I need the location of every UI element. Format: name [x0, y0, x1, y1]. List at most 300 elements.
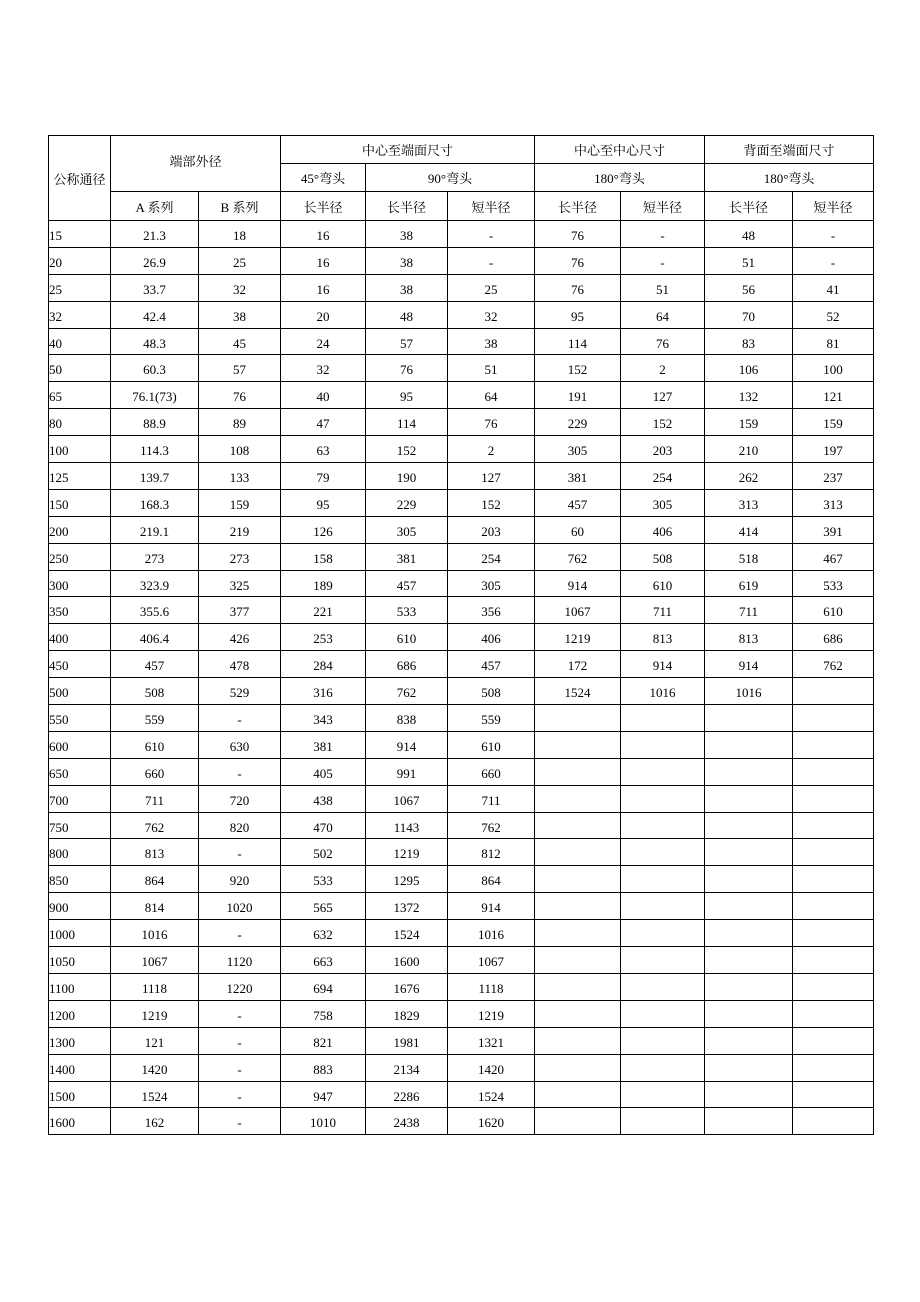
cell-back180-long: 51	[705, 247, 793, 274]
cell-center180-short	[621, 893, 705, 920]
cell-series-a-od: 121	[111, 1027, 199, 1054]
cell-back180-short: 313	[793, 489, 874, 516]
cell-nominal-diameter: 50	[49, 355, 111, 382]
table-row	[49, 1000, 874, 1027]
cell-back180-short: 533	[793, 570, 874, 597]
header-series-b-label: B 系列	[220, 199, 259, 215]
cell-center180-long	[535, 812, 621, 839]
header-180c-short-label: 短半径	[643, 199, 683, 215]
table-row	[49, 705, 874, 732]
cell-elbow90-long: 1600	[366, 947, 448, 974]
cell-elbow45-long: 24	[281, 328, 366, 355]
cell-center180-short	[621, 866, 705, 893]
cell-center180-long	[535, 1108, 621, 1135]
cell-elbow45-long: 189	[281, 570, 366, 597]
cell-elbow90-short: 64	[448, 382, 535, 409]
cell-back180-short	[793, 785, 874, 812]
cell-elbow90-short: 76	[448, 409, 535, 436]
cell-elbow90-short: 812	[448, 839, 535, 866]
header-center-to-end	[281, 136, 535, 164]
table-row	[49, 382, 874, 409]
cell-series-a-od: 114.3	[111, 436, 199, 463]
cell-center180-short: 51	[621, 274, 705, 301]
cell-series-a-od: 559	[111, 705, 199, 732]
cell-elbow90-short: 914	[448, 893, 535, 920]
cell-back180-long: 518	[705, 543, 793, 570]
cell-series-b-od: -	[199, 1081, 281, 1108]
table-row	[49, 651, 874, 678]
cell-center180-short	[621, 705, 705, 732]
cell-center180-short: 64	[621, 301, 705, 328]
cell-center180-long: 60	[535, 516, 621, 543]
cell-series-b-od: 1220	[199, 973, 281, 1000]
cell-nominal-diameter: 300	[49, 570, 111, 597]
cell-nominal-diameter: 1050	[49, 947, 111, 974]
header-series-b	[199, 192, 281, 221]
cell-elbow45-long: 565	[281, 893, 366, 920]
cell-elbow45-long: 16	[281, 221, 366, 248]
cell-back180-short	[793, 705, 874, 732]
cell-elbow90-short: 25	[448, 274, 535, 301]
cell-center180-long	[535, 947, 621, 974]
cell-series-a-od: 1420	[111, 1054, 199, 1081]
cell-back180-long	[705, 839, 793, 866]
header-center-to-end-label: 中心至端面尺寸	[362, 143, 454, 158]
table-row	[49, 973, 874, 1000]
cell-back180-long: 313	[705, 489, 793, 516]
cell-elbow90-short: 1067	[448, 947, 535, 974]
cell-elbow90-long: 686	[366, 651, 448, 678]
table-row	[49, 516, 874, 543]
cell-series-b-od: 478	[199, 651, 281, 678]
table-row	[49, 221, 874, 248]
cell-nominal-diameter: 100	[49, 436, 111, 463]
cell-elbow45-long: 821	[281, 1027, 366, 1054]
header-180c-short-radius	[621, 192, 705, 221]
cell-center180-short: 76	[621, 328, 705, 355]
header-90-elbow	[366, 164, 535, 192]
cell-elbow90-short: 254	[448, 543, 535, 570]
cell-center180-short	[621, 973, 705, 1000]
cell-center180-short	[621, 1000, 705, 1027]
header-45-elbow	[281, 164, 366, 192]
table-row	[49, 812, 874, 839]
cell-elbow90-long: 1219	[366, 839, 448, 866]
cell-nominal-diameter: 850	[49, 866, 111, 893]
cell-elbow90-short: 51	[448, 355, 535, 382]
cell-series-b-od: 325	[199, 570, 281, 597]
cell-center180-long: 152	[535, 355, 621, 382]
cell-center180-long	[535, 920, 621, 947]
table-row	[49, 355, 874, 382]
table-row	[49, 1054, 874, 1081]
cell-back180-short	[793, 1081, 874, 1108]
header-90-long-label: 长半径	[387, 199, 427, 215]
cell-elbow90-long: 914	[366, 731, 448, 758]
cell-series-b-od: 159	[199, 489, 281, 516]
cell-back180-long: 106	[705, 355, 793, 382]
header-back-to-end-label: 背面至端面尺寸	[743, 143, 835, 158]
cell-elbow90-short: 508	[448, 678, 535, 705]
cell-elbow90-long: 95	[366, 382, 448, 409]
cell-nominal-diameter: 1500	[49, 1081, 111, 1108]
cell-back180-short: 391	[793, 516, 874, 543]
cell-nominal-diameter: 450	[49, 651, 111, 678]
cell-series-a-od: 88.9	[111, 409, 199, 436]
cell-series-a-od: 48.3	[111, 328, 199, 355]
cell-center180-short	[621, 1054, 705, 1081]
cell-elbow90-long: 38	[366, 274, 448, 301]
cell-back180-short: 52	[793, 301, 874, 328]
cell-back180-long	[705, 973, 793, 1000]
cell-series-b-od: 1020	[199, 893, 281, 920]
cell-center180-long	[535, 1054, 621, 1081]
table-row	[49, 731, 874, 758]
cell-elbow90-long: 1981	[366, 1027, 448, 1054]
cell-nominal-diameter: 550	[49, 705, 111, 732]
cell-series-a-od: 457	[111, 651, 199, 678]
cell-back180-long	[705, 705, 793, 732]
cell-center180-long: 229	[535, 409, 621, 436]
header-end-outer-diameter	[111, 136, 281, 192]
cell-nominal-diameter: 250	[49, 543, 111, 570]
cell-nominal-diameter: 750	[49, 812, 111, 839]
cell-center180-short: 508	[621, 543, 705, 570]
cell-series-b-od: 920	[199, 866, 281, 893]
cell-back180-short	[793, 758, 874, 785]
cell-series-a-od: 273	[111, 543, 199, 570]
cell-series-b-od: 219	[199, 516, 281, 543]
cell-nominal-diameter: 40	[49, 328, 111, 355]
cell-series-b-od: 630	[199, 731, 281, 758]
cell-series-a-od: 508	[111, 678, 199, 705]
cell-back180-short	[793, 1108, 874, 1135]
cell-elbow90-short: 38	[448, 328, 535, 355]
cell-series-b-od: -	[199, 758, 281, 785]
table-row	[49, 489, 874, 516]
cell-back180-short: 762	[793, 651, 874, 678]
cell-back180-short: 197	[793, 436, 874, 463]
cell-series-a-od: 1067	[111, 947, 199, 974]
cell-back180-long: 159	[705, 409, 793, 436]
cell-center180-long: 114	[535, 328, 621, 355]
cell-elbow45-long: 253	[281, 624, 366, 651]
cell-elbow45-long: 343	[281, 705, 366, 732]
cell-series-a-od: 168.3	[111, 489, 199, 516]
table-row	[49, 678, 874, 705]
header-series-a	[111, 192, 199, 221]
cell-series-a-od: 26.9	[111, 247, 199, 274]
table-row	[49, 920, 874, 947]
cell-series-b-od: 820	[199, 812, 281, 839]
cell-center180-long: 457	[535, 489, 621, 516]
cell-series-a-od: 813	[111, 839, 199, 866]
cell-series-a-od: 864	[111, 866, 199, 893]
cell-series-a-od: 21.3	[111, 221, 199, 248]
cell-nominal-diameter: 1300	[49, 1027, 111, 1054]
cell-elbow45-long: 316	[281, 678, 366, 705]
cell-series-b-od: 57	[199, 355, 281, 382]
cell-center180-short	[621, 839, 705, 866]
table-row	[49, 597, 874, 624]
cell-center180-long	[535, 1027, 621, 1054]
cell-nominal-diameter: 1100	[49, 973, 111, 1000]
cell-series-a-od: 1118	[111, 973, 199, 1000]
header-180-elbow-back-label: 180°弯头	[763, 171, 815, 186]
cell-elbow45-long: 381	[281, 731, 366, 758]
cell-back180-short	[793, 920, 874, 947]
cell-elbow90-long: 1676	[366, 973, 448, 1000]
header-45-long-radius	[281, 192, 366, 221]
cell-back180-short	[793, 1027, 874, 1054]
cell-nominal-diameter: 600	[49, 731, 111, 758]
header-180c-long-label: 长半径	[558, 199, 598, 215]
table-row	[49, 785, 874, 812]
header-nominal-label: 公称通径	[53, 171, 106, 187]
cell-center180-long	[535, 705, 621, 732]
cell-elbow90-long: 533	[366, 597, 448, 624]
header-series-a-label: A 系列	[135, 199, 174, 215]
cell-back180-short: -	[793, 221, 874, 248]
cell-back180-long: 48	[705, 221, 793, 248]
cell-elbow90-long: 1143	[366, 812, 448, 839]
cell-elbow90-long: 305	[366, 516, 448, 543]
cell-series-a-od: 406.4	[111, 624, 199, 651]
table-row	[49, 758, 874, 785]
cell-center180-short: 813	[621, 624, 705, 651]
cell-nominal-diameter: 400	[49, 624, 111, 651]
cell-back180-short: 467	[793, 543, 874, 570]
cell-back180-long	[705, 947, 793, 974]
cell-back180-long	[705, 812, 793, 839]
cell-center180-long: 95	[535, 301, 621, 328]
cell-elbow90-short: 32	[448, 301, 535, 328]
cell-back180-long: 210	[705, 436, 793, 463]
cell-nominal-diameter: 125	[49, 463, 111, 490]
cell-series-a-od: 1524	[111, 1081, 199, 1108]
cell-center180-short	[621, 785, 705, 812]
cell-back180-short: 159	[793, 409, 874, 436]
cell-elbow45-long: 40	[281, 382, 366, 409]
cell-nominal-diameter: 80	[49, 409, 111, 436]
cell-back180-long: 56	[705, 274, 793, 301]
cell-series-a-od: 42.4	[111, 301, 199, 328]
cell-nominal-diameter: 1600	[49, 1108, 111, 1135]
cell-nominal-diameter: 15	[49, 221, 111, 248]
header-180-elbow-center	[535, 164, 705, 192]
cell-elbow45-long: 63	[281, 436, 366, 463]
cell-nominal-diameter: 350	[49, 597, 111, 624]
table-row	[49, 274, 874, 301]
cell-elbow90-short: 406	[448, 624, 535, 651]
cell-series-a-od: 76.1(73)	[111, 382, 199, 409]
cell-back180-short: 686	[793, 624, 874, 651]
header-nominal-diameter	[49, 136, 111, 221]
cell-center180-short	[621, 947, 705, 974]
cell-center180-long: 305	[535, 436, 621, 463]
cell-elbow45-long: 32	[281, 355, 366, 382]
cell-center180-short: 203	[621, 436, 705, 463]
cell-series-b-od: 720	[199, 785, 281, 812]
cell-elbow90-long: 1524	[366, 920, 448, 947]
cell-elbow90-long: 1067	[366, 785, 448, 812]
cell-center180-long	[535, 839, 621, 866]
cell-back180-long	[705, 920, 793, 947]
cell-series-b-od: 273	[199, 543, 281, 570]
table-row	[49, 1081, 874, 1108]
cell-center180-long	[535, 893, 621, 920]
table-row	[49, 409, 874, 436]
cell-elbow90-short: 457	[448, 651, 535, 678]
cell-nominal-diameter: 500	[49, 678, 111, 705]
cell-center180-long: 76	[535, 221, 621, 248]
cell-series-b-od: 426	[199, 624, 281, 651]
cell-center180-long: 191	[535, 382, 621, 409]
cell-series-a-od: 355.6	[111, 597, 199, 624]
cell-elbow90-long: 114	[366, 409, 448, 436]
cell-back180-short	[793, 866, 874, 893]
cell-elbow45-long: 632	[281, 920, 366, 947]
header-180-elbow-center-label: 180°弯头	[594, 171, 645, 186]
header-45-long-label: 长半径	[303, 199, 343, 215]
cell-series-b-od: 76	[199, 382, 281, 409]
cell-back180-long	[705, 1027, 793, 1054]
cell-elbow90-short: 1524	[448, 1081, 535, 1108]
table-row	[49, 624, 874, 651]
cell-elbow90-short: 1620	[448, 1108, 535, 1135]
cell-elbow45-long: 20	[281, 301, 366, 328]
header-center-to-center	[535, 136, 705, 164]
cell-nominal-diameter: 20	[49, 247, 111, 274]
cell-back180-short: 121	[793, 382, 874, 409]
header-45-elbow-label: 45°弯头	[300, 171, 346, 186]
cell-center180-short: 2	[621, 355, 705, 382]
cell-series-b-od: -	[199, 1054, 281, 1081]
cell-elbow45-long: 663	[281, 947, 366, 974]
cell-elbow45-long: 16	[281, 247, 366, 274]
cell-back180-long: 619	[705, 570, 793, 597]
cell-back180-short: 100	[793, 355, 874, 382]
cell-center180-short: 254	[621, 463, 705, 490]
cell-elbow90-short: 762	[448, 812, 535, 839]
cell-series-b-od: 18	[199, 221, 281, 248]
cell-elbow90-short: 1420	[448, 1054, 535, 1081]
cell-back180-long	[705, 1108, 793, 1135]
cell-center180-long	[535, 973, 621, 1000]
cell-series-a-od: 162	[111, 1108, 199, 1135]
header-180b-long-label: 长半径	[729, 199, 769, 215]
cell-center180-short: 914	[621, 651, 705, 678]
cell-series-a-od: 33.7	[111, 274, 199, 301]
cell-elbow90-long: 57	[366, 328, 448, 355]
cell-nominal-diameter: 800	[49, 839, 111, 866]
cell-center180-short	[621, 758, 705, 785]
cell-elbow90-long: 991	[366, 758, 448, 785]
table-row	[49, 543, 874, 570]
cell-elbow45-long: 533	[281, 866, 366, 893]
cell-elbow45-long: 126	[281, 516, 366, 543]
cell-series-a-od: 660	[111, 758, 199, 785]
table-row	[49, 893, 874, 920]
cell-elbow90-short: 610	[448, 731, 535, 758]
cell-back180-short	[793, 678, 874, 705]
cell-series-b-od: -	[199, 920, 281, 947]
table-row	[49, 839, 874, 866]
cell-elbow45-long: 16	[281, 274, 366, 301]
cell-nominal-diameter: 200	[49, 516, 111, 543]
cell-series-b-od: 108	[199, 436, 281, 463]
cell-back180-long: 70	[705, 301, 793, 328]
cell-series-a-od: 711	[111, 785, 199, 812]
header-180b-short-radius	[793, 192, 874, 221]
cell-center180-long	[535, 758, 621, 785]
cell-back180-long: 83	[705, 328, 793, 355]
cell-back180-short: -	[793, 247, 874, 274]
cell-series-a-od: 139.7	[111, 463, 199, 490]
cell-elbow90-long: 2134	[366, 1054, 448, 1081]
cell-elbow45-long: 758	[281, 1000, 366, 1027]
cell-back180-long	[705, 893, 793, 920]
cell-elbow90-short: 127	[448, 463, 535, 490]
cell-series-a-od: 762	[111, 812, 199, 839]
header-90-short-label: 短半径	[471, 199, 511, 215]
cell-back180-long	[705, 785, 793, 812]
cell-center180-short: 1016	[621, 678, 705, 705]
cell-elbow90-short: 660	[448, 758, 535, 785]
cell-elbow90-short: 1118	[448, 973, 535, 1000]
cell-elbow45-long: 47	[281, 409, 366, 436]
cell-center180-short	[621, 1027, 705, 1054]
cell-series-b-od: 32	[199, 274, 281, 301]
cell-center180-short: 127	[621, 382, 705, 409]
cell-back180-long: 813	[705, 624, 793, 651]
cell-center180-long: 172	[535, 651, 621, 678]
cell-back180-short: 81	[793, 328, 874, 355]
cell-elbow90-long: 2286	[366, 1081, 448, 1108]
elbow-dimension-table	[48, 135, 874, 1135]
cell-elbow90-short: 1219	[448, 1000, 535, 1027]
cell-series-a-od: 814	[111, 893, 199, 920]
cell-back180-long: 414	[705, 516, 793, 543]
cell-elbow45-long: 502	[281, 839, 366, 866]
cell-elbow90-short: 2	[448, 436, 535, 463]
cell-elbow90-long: 610	[366, 624, 448, 651]
cell-center180-short	[621, 920, 705, 947]
cell-series-b-od: 377	[199, 597, 281, 624]
cell-center180-long: 381	[535, 463, 621, 490]
cell-elbow90-short: 1321	[448, 1027, 535, 1054]
cell-center180-long: 76	[535, 274, 621, 301]
table-row	[49, 328, 874, 355]
cell-elbow45-long: 438	[281, 785, 366, 812]
cell-series-b-od: -	[199, 1108, 281, 1135]
header-90-short-radius	[448, 192, 535, 221]
table-row	[49, 463, 874, 490]
cell-center180-short: 406	[621, 516, 705, 543]
cell-series-b-od: 45	[199, 328, 281, 355]
cell-elbow90-long: 190	[366, 463, 448, 490]
cell-center180-long	[535, 1000, 621, 1027]
cell-center180-long: 1067	[535, 597, 621, 624]
cell-elbow90-short: 356	[448, 597, 535, 624]
header-90-elbow-label: 90°弯头	[427, 171, 473, 186]
cell-center180-short: -	[621, 221, 705, 248]
cell-series-b-od: -	[199, 1027, 281, 1054]
cell-series-b-od: -	[199, 705, 281, 732]
cell-back180-long	[705, 866, 793, 893]
cell-back180-long	[705, 731, 793, 758]
cell-nominal-diameter: 1400	[49, 1054, 111, 1081]
